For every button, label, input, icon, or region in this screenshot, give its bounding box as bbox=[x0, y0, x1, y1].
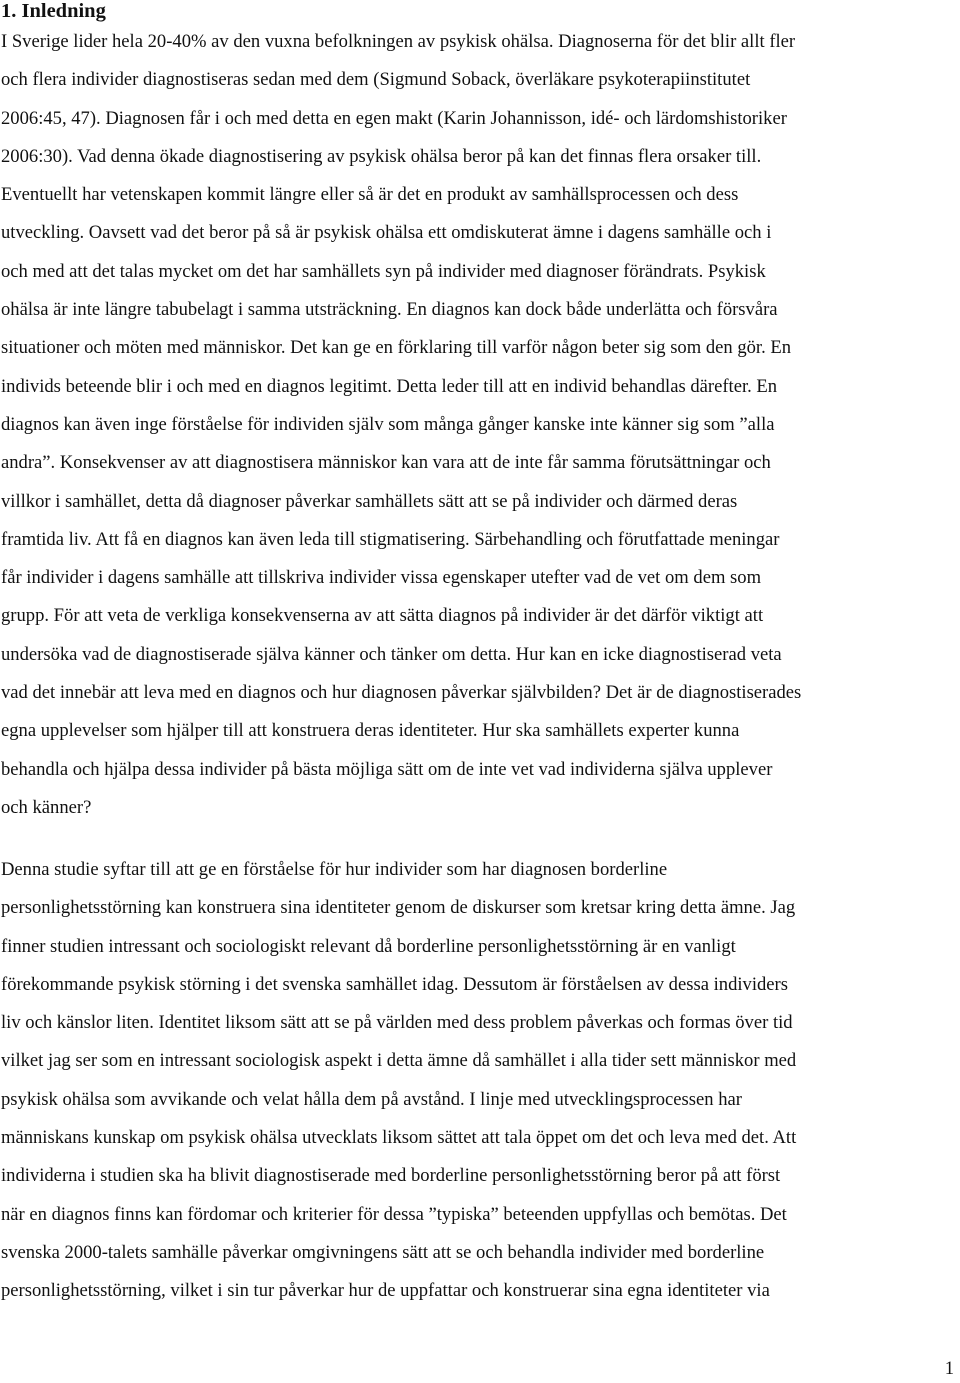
text-line: vilket jag ser som en intressant sociologisk aspekt i detta ämne då samhället i alla tider sett människor med bbox=[1, 1050, 797, 1072]
text-line: människans kunskap om psykisk ohälsa utvecklats liksom sättet att tala öppet om det och leva med det. Att bbox=[1, 1127, 797, 1149]
text-line: och med att det talas mycket om det har samhällets syn på individer med diagnoser förändrats. Psykisk bbox=[1, 260, 766, 282]
section-heading: 1. Inledning bbox=[1, 0, 106, 22]
text-line: villkor i samhället, detta då diagnoser påverkar samhällets sätt att se på individer och därmed deras bbox=[1, 490, 738, 512]
text-line: behandla och hjälpa dessa individer på bästa möjliga sätt om de inte vet vad individerna själva upplever bbox=[1, 758, 773, 780]
text-line: grupp. För att veta de verkliga konsekvenserna av att sätta diagnos på individer är det därför viktigt att bbox=[1, 605, 764, 627]
text-line: Eventuellt har vetenskapen kommit längre eller så är det en produkt av samhällsprocessen och dess bbox=[1, 184, 739, 206]
text-line: utveckling. Oavsett vad det beror på så är psykisk ohälsa ett omdiskuterat ämne i dagens samhälle och i bbox=[1, 222, 772, 244]
text-line: och känner? bbox=[1, 796, 92, 818]
text-line: andra”. Konsekvenser av att diagnostisera människor kan vara att de inte får samma förutsättningar och bbox=[1, 452, 771, 474]
text-line: framtida liv. Att få en diagnos kan även leda till stigmatisering. Särbehandling och förutfattade meningar bbox=[1, 528, 780, 550]
text-line: svenska 2000-talets samhälle påverkar omgivningens sätt att se och behandla individer med borderline bbox=[1, 1241, 765, 1263]
text-line: individerna i studien ska ha blivit diagnostiserade med borderline personlighetsstörning beror på att först bbox=[1, 1165, 781, 1187]
text-line: psykisk ohälsa som avvikande och velat hålla dem på avstånd. I linje med utvecklingsprocessen har bbox=[1, 1088, 742, 1110]
text-line: egna upplevelser som hjälper till att konstruera deras identiteter. Hur ska samhällets experter kunna bbox=[1, 720, 740, 742]
text-line: undersöka vad de diagnostiserade själva känner och tänker om detta. Hur kan en icke diagnostiserad veta bbox=[1, 643, 782, 665]
paragraph-study-aim bbox=[1, 857, 959, 1317]
text-line: personlighetsstörning kan konstruera sina identiteter genom de diskurser som kretsar kring detta ämne. Jag bbox=[1, 897, 796, 919]
text-line: individs beteende blir i och med en diagnos legitimt. Detta leder till att en individ behandlas därefter. En bbox=[1, 375, 778, 397]
text-line: Denna studie syftar till att ge en förståelse för hur individer som har diagnosen borderline bbox=[1, 859, 668, 880]
text-line: ohälsa är inte längre tabubelagt i samma utsträckning. En diagnos kan dock både underlätta och försvåra bbox=[1, 299, 778, 321]
text-line: I Sverige lider hela 20-40% av den vuxna befolkningen av psykisk ohälsa. Diagnoserna för det blir allt fler bbox=[1, 31, 796, 52]
text-line: får individer i dagens samhälle att tillskriva individer vissa egenskaper utefter vad de vet om dem som bbox=[1, 567, 762, 589]
text-line: personlighetsstörning, vilket i sin tur påverkar hur de uppfattar och konstruerar sina egna identiteter via bbox=[1, 1280, 770, 1302]
page-number: 1 bbox=[944, 1358, 954, 1379]
text-line: diagnos kan även inge förståelse för individen själv som många gånger kanske inte känner sig som ”alla bbox=[1, 413, 775, 435]
text-line: 2006:45, 47). Diagnosen får i och med detta en egen makt (Karin Johannisson, idé- och lärdomshistoriker bbox=[1, 107, 787, 129]
text-line: och flera individer diagnostiseras sedan med dem (Sigmund Soback, överläkare psykoterapiinstitutet bbox=[1, 69, 751, 91]
text-line: vad det innebär att leva med en diagnos och hur diagnosen påverkar självbilden? Det är de diagnostiserades bbox=[1, 682, 802, 704]
text-line: när en diagnos finns kan fördomar och kriterier för dessa ”typiska” beteenden uppfyllas och bemötas. Det bbox=[1, 1203, 787, 1225]
paragraph-intro bbox=[1, 29, 959, 833]
text-line: situationer och möten med människor. Det kan ge en förklaring till varför någon beter sig som den gör. En bbox=[1, 337, 792, 359]
text-line: 2006:30). Vad denna ökade diagnostisering av psykisk ohälsa beror på kan det finnas flera orsaker till. bbox=[1, 145, 762, 167]
text-line: förekommande psykisk störning i det svenska samhället idag. Dessutom är förståelsen av dessa individers bbox=[1, 973, 788, 995]
text-line: liv och känslor liten. Identitet liksom sätt att se på världen med dess problem påverkas och formas över tid bbox=[1, 1012, 793, 1034]
text-line: finner studien intressant och sociologiskt relevant då borderline personlighetsstörning är en vanligt bbox=[1, 935, 736, 957]
